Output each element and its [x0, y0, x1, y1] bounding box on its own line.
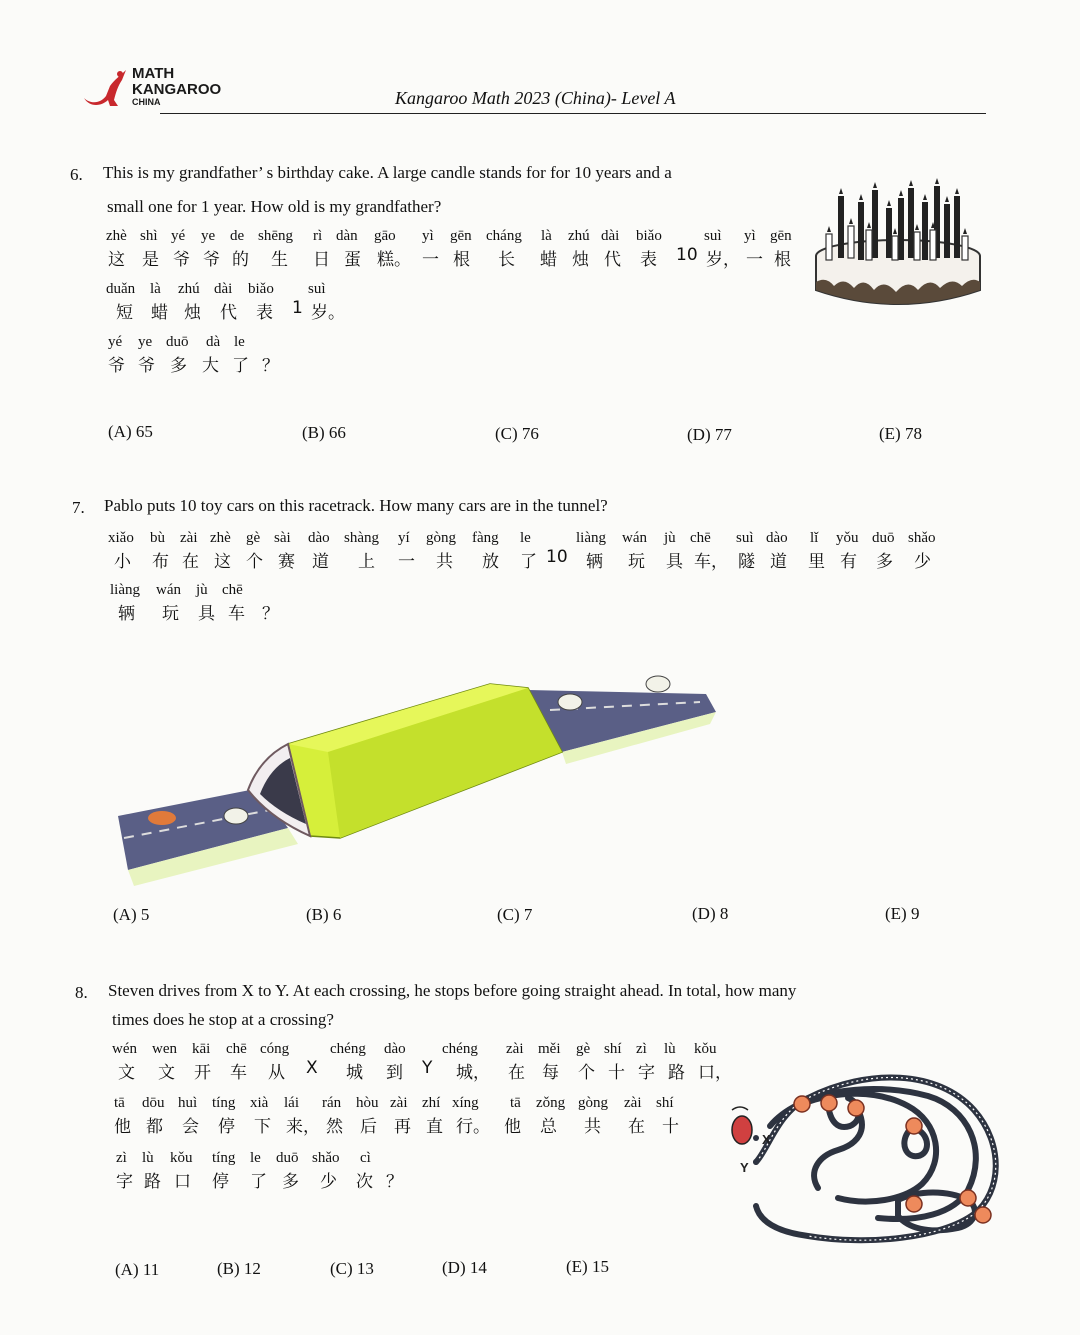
- q8-option-e[interactable]: (E) 15: [566, 1257, 609, 1276]
- q6-option-b[interactable]: (B) 66: [302, 423, 346, 442]
- question-6-text-line-1: This is my grandfather’ s birthday cake. A large candle stands for for 10 years and a: [103, 163, 672, 182]
- car-white-right-2: [646, 676, 670, 692]
- car-white-right-1: [558, 694, 582, 710]
- q7-option-d[interactable]: (D) 8: [692, 904, 729, 923]
- racetrack-tunnel-illustration: [110, 640, 720, 890]
- kangaroo-icon: [80, 64, 132, 110]
- crossing-dot: [906, 1196, 922, 1212]
- car-orange: [148, 811, 176, 825]
- question-7-number: 7.: [72, 498, 85, 517]
- q7-option-c[interactable]: (C) 7: [497, 905, 533, 924]
- question-6-number: 6.: [70, 165, 83, 184]
- road-map-illustration: [718, 1040, 1018, 1250]
- crossing-dot: [794, 1096, 810, 1112]
- map-label-y: Y: [740, 1160, 749, 1175]
- question-8-number: 8.: [75, 983, 88, 1002]
- crossing-dot: [960, 1190, 976, 1206]
- q7-option-a[interactable]: (A) 5: [113, 905, 150, 924]
- q8-option-b[interactable]: (B) 12: [217, 1259, 261, 1278]
- question-7-chinese: xiǎo bù zài zhè gè sài dào shàng yí gòng fàng le liàng wán jù chē suì dào lǐ yǒu duō shǎo 小 布 在 这 个 赛 道 上 一 共 放 了 10 辆 玩 具 车， 隧 道 里 有 多 少 liàng wán jù chē 辆 玩 具 车 ？: [108, 530, 936, 624]
- q6-option-c[interactable]: (C) 76: [495, 424, 539, 443]
- logo-line-2: KANGAROO: [132, 81, 222, 98]
- page-header-title: Kangaroo Math 2023 (China)- Level A: [395, 88, 676, 108]
- question-7-text-line-1: Pablo puts 10 toy cars on this racetrack. How many cars are in the tunnel?: [104, 496, 608, 515]
- logo-line-1: MATH: [132, 65, 175, 82]
- q7-option-e[interactable]: (E) 9: [885, 904, 920, 923]
- crossing-dot: [821, 1095, 837, 1111]
- question-6-text-line-2: small one for 1 year. How old is my grandfather?: [107, 197, 442, 216]
- question-8-text-line-2: times does he stop at a crossing?: [112, 1010, 334, 1029]
- math-kangaroo-logo: [80, 64, 240, 110]
- question-6-chinese: zhè shì yé ye de shēng rì dàn gāo yì gēn cháng là zhú dài biǎo suì yì gēn 这 是 爷 爷 的 生 日 蛋 糕。 一 根 长 蜡 烛 代 表 10 岁， 一 根 duǎn là zhú dài biǎo suì 短 蜡 烛 代 表 1 岁。 yé ye duō dà le 爷 爷 多 大 了 ？: [106, 228, 792, 376]
- logo-line-3: CHINA: [132, 97, 161, 107]
- q6-option-d[interactable]: (D) 77: [687, 425, 732, 444]
- crossing-dot: [975, 1207, 991, 1223]
- q8-option-a[interactable]: (A) 11: [115, 1260, 160, 1279]
- q6-option-e[interactable]: (E) 78: [879, 424, 922, 443]
- road-network: [756, 1077, 996, 1240]
- question-8-text-line-1: Steven drives from X to Y. At each crossing, he stops before going straight ahead. In total, how many: [108, 981, 797, 1000]
- q6-option-a[interactable]: (A) 65: [108, 422, 153, 441]
- question-8-chinese: wén wen kāi chē cóng chéng dào chéng zài měi gè shí zì lù kǒu 文 文 开 车 从 X 城 到 Y 城， 在 每 个 十 字 路 口， tā dōu huì tíng xià lái rán hòu zài zhí xíng tā zǒng gòng zài shí 他 都 会 停 下 来， 然 后 再 直 行。 他 总 共 在 十 zì lù kǒu tíng le duō shǎo cì 字 路 口 停 了 多 少 次 ？: [112, 1041, 732, 1192]
- q8-option-d[interactable]: (D) 14: [442, 1258, 487, 1277]
- map-label-x: X: [762, 1132, 771, 1147]
- car-icon: [732, 1107, 752, 1144]
- birthday-cake-illustration: [812, 178, 987, 313]
- crossing-dot: [906, 1118, 922, 1134]
- crossing-dot: [848, 1100, 864, 1116]
- car-white-left: [224, 808, 248, 824]
- q7-option-b[interactable]: (B) 6: [306, 905, 342, 924]
- header-divider: [160, 113, 986, 114]
- q8-option-c[interactable]: (C) 13: [330, 1259, 374, 1278]
